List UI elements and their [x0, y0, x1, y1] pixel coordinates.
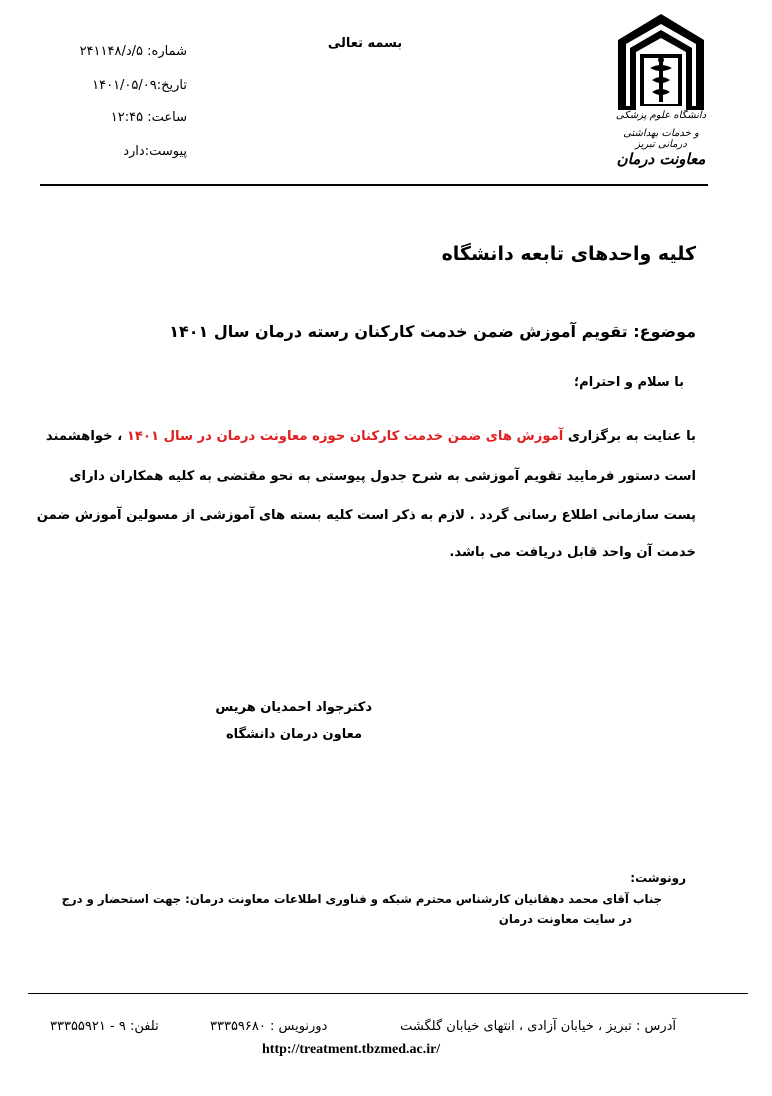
- body-line-3: پست سازمانی اطلاع رسانی گردد . لازم به ذکر است کلیه بسته های آموزشی از مسولین آموزش ضمن: [36, 508, 696, 523]
- letter-time: ساعت: ۱۲:۴۵: [110, 110, 187, 125]
- cc-line-1: جناب آقای محمد دهقانیان کارشناس محترم شبکه و فناوری اطلاعات معاونت درمان: جهت استحضار و درج: [61, 892, 662, 906]
- body-line-1-start: با عنایت به برگزاری: [563, 429, 696, 444]
- bism-heading: بسمه تعالی: [327, 36, 403, 51]
- footer-divider: [28, 993, 748, 994]
- header-divider: [40, 184, 708, 186]
- letter-attachment: پیوست:دارد: [123, 144, 187, 159]
- footer-phone: تلفن: ۹ - ۳۳۳۵۵۹۲۱: [50, 1019, 159, 1034]
- logo-university-name: دانشگاه علوم پزشکی: [615, 110, 707, 121]
- cc-line-2: در سایت معاونت درمان: [498, 912, 632, 926]
- footer-fax: دورنویس : ۳۳۳۵۹۶۸۰: [210, 1019, 328, 1034]
- footer-website-link[interactable]: http://treatment.tbzmed.ac.ir/: [262, 1042, 441, 1057]
- signatory-title: معاون درمان دانشگاه: [225, 727, 362, 742]
- footer-address: آدرس : تبریز ، خیابان آزادی ، انتهای خیابان گلگشت: [400, 1019, 676, 1034]
- body-line-1: [46, 429, 696, 444]
- letter-subject: موضوع: تقویم آموزش ضمن خدمت کارکنان رسته درمان سال ۱۴۰۱: [169, 322, 696, 341]
- cc-label: رونوشت:: [630, 871, 686, 885]
- signatory-name: دکترجواد احمدیان هریس: [215, 700, 372, 715]
- university-logo: [612, 10, 710, 170]
- letter-recipient: کلیه واحدهای تابعه دانشگاه: [441, 243, 696, 265]
- logo-emblem-icon: [612, 10, 710, 110]
- letter-date: تاریخ:۱۴۰۱/۰۵/۰۹: [92, 78, 187, 93]
- body-line-2: است دستور فرمایید تقویم آموزشی به شرح جدول پیوستی به نحو مقتضی به کلیه همکاران دارای: [69, 469, 696, 484]
- body-highlight: آموزش های ضمن خدمت کارکنان حوزه معاونت درمان در سال ۱۴۰۱: [126, 429, 564, 444]
- logo-university-subtitle: و خدمات بهداشتی درمانی تبریز: [623, 128, 699, 150]
- letter-number: شماره: ۵/د/۲۴۱۱۴۸: [79, 44, 187, 59]
- body-line-4: خدمت آن واحد قابل دریافت می باشد.: [449, 545, 696, 560]
- body-line-1-end: ، خواهشمند: [45, 429, 127, 444]
- logo-department-name: معاونت درمان: [616, 150, 706, 168]
- letter-greeting: با سلام و احترام؛: [573, 375, 684, 390]
